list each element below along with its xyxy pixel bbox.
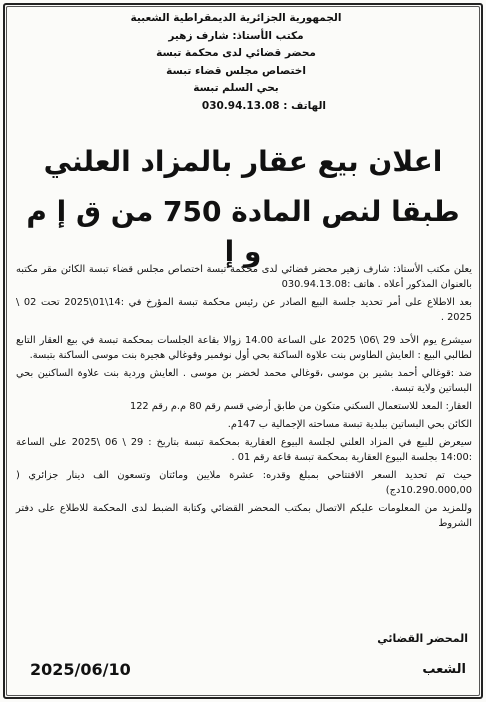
- header-office: مكتب الأستاذ: شارف زهير: [168, 29, 304, 42]
- header-bailiff: محضر قضائي لدى محكمة تبسة: [156, 47, 316, 59]
- signature: المحضر القضائي: [377, 632, 468, 645]
- body-paragraph: يعلن مكتب الأستاذ: شارف زهير محضر قضائي لدى محكمة تبسة اختصاص مجلس قضاء تبسة الكائن مقر مكتبه بالعنوان المذكور أعلاه . هاتف :030.94.13.08: [16, 264, 472, 290]
- body-paragraph: بعد الاطلاع على أمر تحديد جلسة البيع الصادر عن رئيس محكمة تبسة المؤرخ في :14\01\2025 تحت 02 \ 2025 .: [16, 297, 472, 323]
- title-line-2: طبقا لنص المادة 750 من ق إ م و إ: [26, 195, 460, 268]
- body-paragraph: سيعرض للبيع في المزاد العلني لجلسة البيوع العقارية بمحكمة تبسة بتاريخ : 29 \ 06 \2025 على الساعة :14:00 بجلسة البيوع العقارية بمحكمة تبسة قاعة رقم 01 .: [16, 437, 472, 463]
- body-paragraph: سيشرع يوم الأحد 29 \06\ 2025 على الساعة 14.00 زوالا بقاعة الجلسات بمحكمة تبسة في بيع العقار التابع لطالبي البيع : العايش الطاوس بنت علاوة الساكنة بحي أول نوفمبر وقوغالي هجيرة بنت موسى الساكنة بتبسة.: [16, 335, 473, 361]
- header-jurisdiction: اختصاص مجلس قضاء تبسة: [166, 64, 306, 77]
- body-paragraph: الكائن بحي البساتين ببلدية تبسة مساحته الإجمالية ب 147م.: [227, 419, 472, 430]
- header-phone: [56, 98, 416, 116]
- title-line-1: اعلان بيع عقار بالمزاد العلني: [43, 145, 443, 178]
- notice-body: [16, 262, 472, 534]
- body-paragraph: وللمزيد من المعلومات عليكم الاتصال بمكتب المحضر القضائي وكتابة الضبط لدى المحكمة للاطلاع على دفتر الشروط: [16, 503, 472, 529]
- header-address: بحي السلم تبسة: [193, 82, 279, 94]
- body-paragraph: حيث تم تحديد السعر الافتتاحي بمبلغ وقدره: عشرة ملايين ومائتان وتسعون الف دينار جزائري ( 10.290.000,00دج): [16, 470, 472, 496]
- publication-date: 2025/06/10: [30, 660, 131, 679]
- notice-header: [56, 10, 416, 115]
- newspaper-name: الشعب: [422, 662, 466, 677]
- phone-number: 030.94.13.08: [201, 99, 280, 112]
- phone-label: الهاتف :: [283, 99, 326, 112]
- body-paragraph: ضد :قوغالي أحمد بشير بن موسى ،قوغالي محمد لخضر بن موسى . العايش وردية بنت علاوة الساكنين بحي البساتين ولاية تبسة.: [16, 368, 472, 394]
- publication-footer: [30, 662, 466, 682]
- header-republic: الجمهورية الجزائرية الديمقراطية الشعبية: [130, 12, 342, 24]
- body-paragraph: العقار: المعد للاستعمال السكني متكون من طابق أرضي قسم رقم 80 م.م رقم 122: [129, 401, 472, 412]
